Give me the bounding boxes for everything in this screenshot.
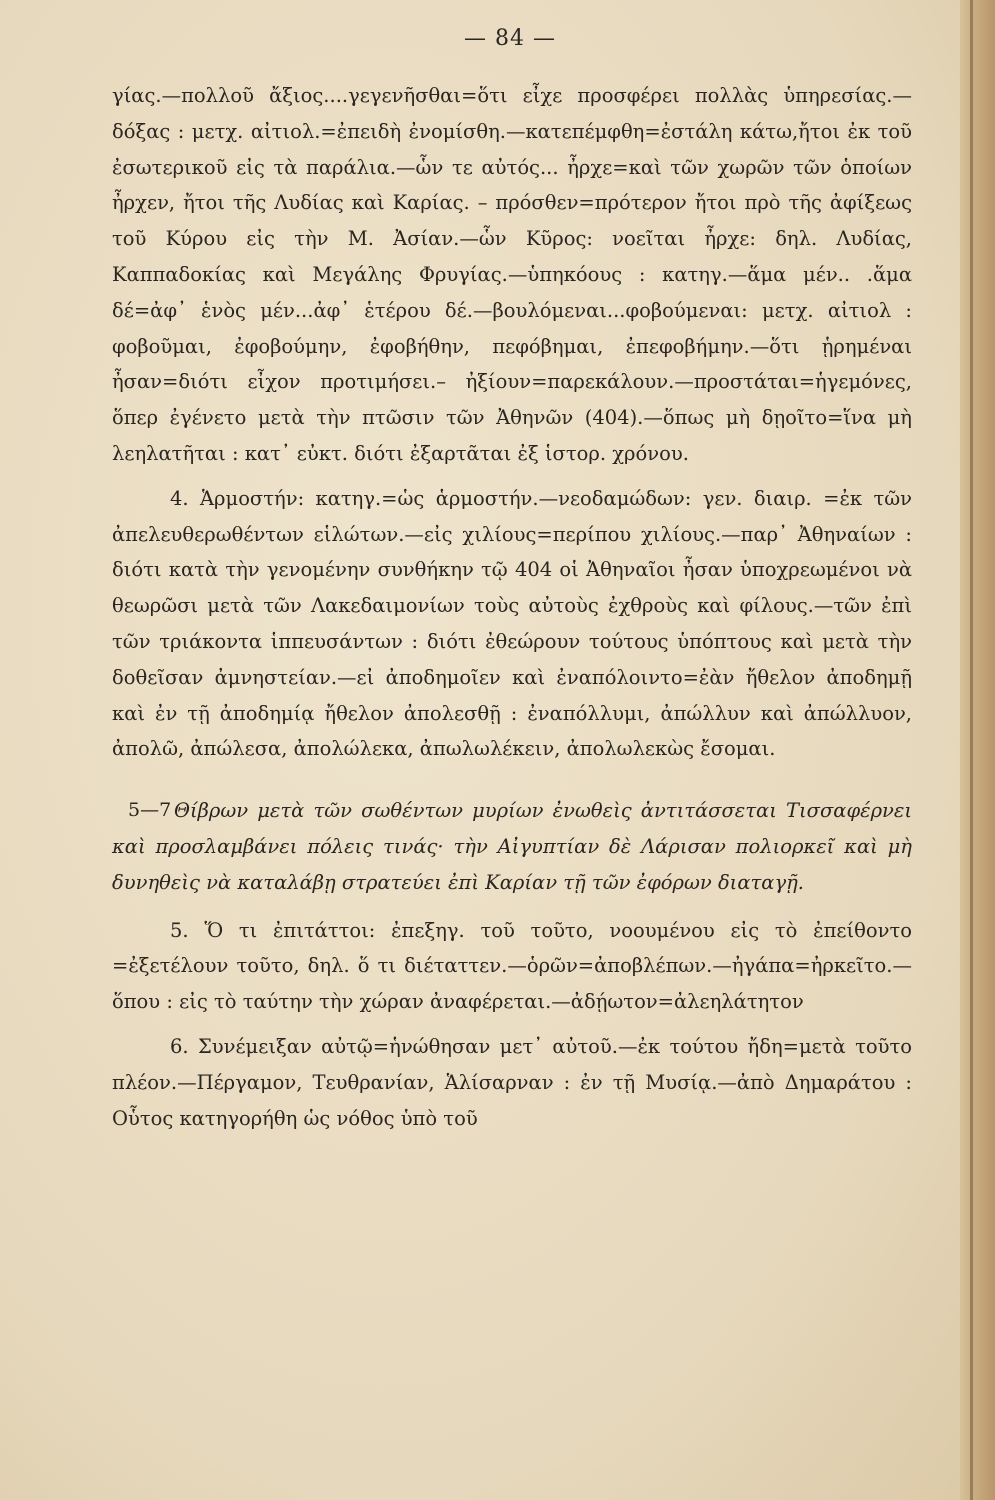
margin-section-label: 5—7 xyxy=(128,799,172,822)
summary-text: Θίβρων μετὰ τῶν σωθέντων μυρίων ἐνωθεὶς ἀντιτάσσεται Τισσαφέρνει καὶ προσλαμβάνει πόλεις τινάς· τὴν Αἰγυπτίαν δὲ Λάρισαν πολιορκεῖ καὶ μὴ δυνηθεὶς νὰ καταλάβῃ στρατεύει ἐπὶ Καρίαν τῇ τῶν ἐφόρων διαταγῇ. xyxy=(112,799,912,894)
text-block xyxy=(112,78,912,1136)
page-number: — 84 — xyxy=(464,26,556,51)
section-summary xyxy=(112,793,912,900)
paragraph-continuation: γίας.—πολλοῦ ἄξιος....γεγενῆσθαι=ὅτι εἶχε προσφέρει πολλὰς ὑπηρεσίας.—δόξας : μετχ. αἰτιολ.=ἐπειδὴ ἐνομίσθη.—κατεπέμφθη=ἐστάλη κάτω,ἤτοι ἐκ τοῦ ἐσωτερικοῦ εἰς τὰ παράλια.—ὧν τε αὐτός... ἦρχε=καὶ τῶν χωρῶν τῶν ὁποίων ἦρχεν, ἤτοι τῆς Λυδίας καὶ Καρίας. – πρόσθεν=πρότερον ἤτοι πρὸ τῆς ἀφίξεως τοῦ Κύρου εἰς τὴν Μ. Ἀσίαν.—ὧν Κῦρος: νοεῖται ἦρχε: δηλ. Λυδίας, Καππαδοκίας καὶ Μεγάλης Φρυγίας.—ὑπηκόους : κατηγ.—ἅμα μέν.. .ἅμα δέ=ἀφ᾽ ἑνὸς μέν...ἀφ᾽ ἑτέρου δέ.—βουλόμεναι...φοβούμεναι: μετχ. αἰτιολ : φοβοῦμαι, ἐφοβούμην, ἐφοβήθην, πεφόβημαι, ἐπεφοβήμην.—ὅτι ᾑρημέναι ἦσαν=διότι εἶχον προτιμήσει.– ἠξίουν=παρεκάλουν.—προστάται=ἡγεμόνες, ὅπερ ἐγένετο μετὰ τὴν πτῶσιν τῶν Ἀθηνῶν (404).—ὅπως μὴ δῃοῖτο=ἵνα μὴ λεηλατῆται : κατ᾽ εὐκτ. διότι ἐξαρτᾶται ἐξ ἱστορ. χρόνου. xyxy=(112,84,912,465)
paragraph-4: 4. Ἁρμοστήν: κατηγ.=ὡς ἁρμοστήν.—νεοδαμώδων: γεν. διαιρ. =ἐκ τῶν ἀπελευθερωθέντων εἱλώτων.—εἰς χιλίους=περίπου χιλίους.—παρ᾽ Ἀθηναίων : διότι κατὰ τὴν γενομένην συνθήκην τῷ 404 οἱ Ἀθηναῖοι ἦσαν ὑποχρεωμένοι νὰ θεωρῶσι μετὰ τῶν Λακεδαιμονίων τοὺς αὐτοὺς ἐχθροὺς καὶ φίλους.—τῶν ἐπὶ τῶν τριάκοντα ἱππευσάντων : διότι ἐθεώρουν τούτους ὑπόπτους καὶ μετὰ τὴν δοθεῖσαν ἀμνηστείαν.—εἰ ἀποδημοῖεν καὶ ἐναπόλοιντο=ἐὰν ἤθελον ἀποδημῇ καὶ ἐν τῇ ἀποδημίᾳ ἤθελον ἀπολεσθῇ : ἐναπόλλυμι, ἀπώλλυν καὶ ἀπώλλυον, ἀπολῶ, ἀπώλεσα, ἀπολώλεκα, ἀπωλωλέκειν, ἀπολωλεκὼς ἔσομαι. xyxy=(112,486,912,761)
paragraph-5: 5. Ὅ τι ἐπιτάττοι: ἐπεξηγ. τοῦ τοῦτο, νοουμένου εἰς τὸ ἐπείθοντο =ἐξετέλουν τοῦτο, δηλ. ὅ τι διέταττεν.—ὁρῶν=ἀποβλέπων.—ἠγάπα=ἠρκεῖτο.—ὅπου : εἰς τὸ ταύτην τὴν χώραν ἀναφέρεται.—ἀδῄωτον=ἀλεηλάτητον xyxy=(112,918,912,1014)
paragraph-6: 6. Συνέμειξαν αὐτῷ=ἡνώθησαν μετ᾽ αὐτοῦ.—ἐκ τούτου ἤδη=μετὰ τοῦτο πλέον.—Πέργαμον, Τευθρανίαν, Ἁλίσαρναν : ἐν τῇ Μυσίᾳ.—ἀπὸ Δημαράτου : Οὗτος κατηγορήθη ὡς νόθος ὑπὸ τοῦ xyxy=(112,1034,912,1130)
page-edge xyxy=(960,0,995,1500)
binding-line xyxy=(970,0,973,1500)
